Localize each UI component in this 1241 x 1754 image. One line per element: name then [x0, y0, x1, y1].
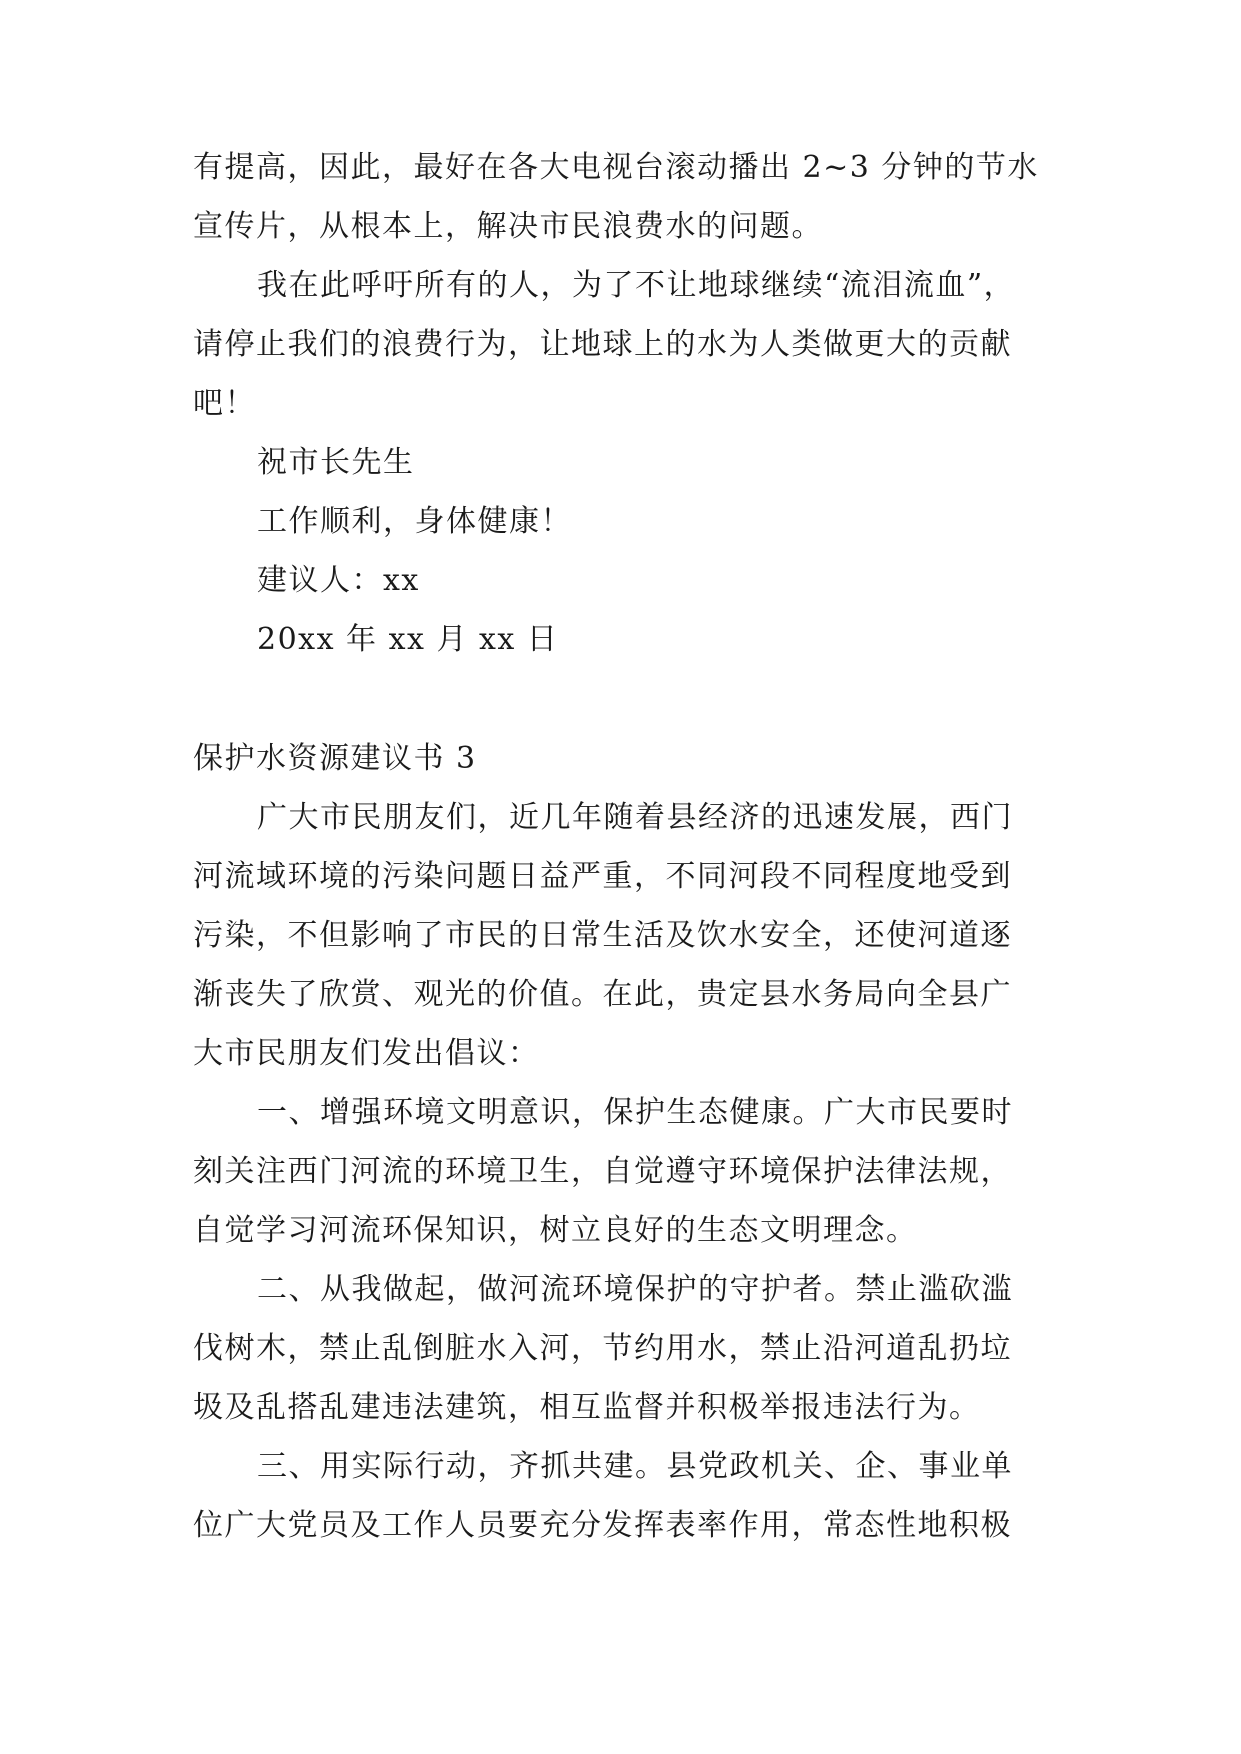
body-text-line: 自觉学习河流环保知识，树立良好的生态文明理念。 — [193, 1213, 918, 1248]
closing-wishes: 工作顺利，身体健康！ — [257, 504, 572, 539]
body-text-line: 圾及乱搭乱建违法建筑，相互监督并积极举报违法行为。 — [193, 1390, 981, 1425]
body-text-line: 污染，不但影响了市民的日常生活及饮水安全，还使河道逐 — [193, 918, 1012, 953]
paragraph-first-line: 二、从我做起，做河流环境保护的守护者。禁止滥砍滥 — [257, 1272, 1013, 1307]
paragraph-first-line: 三、用实际行动，齐抓共建。县党政机关、企、事业单 — [257, 1449, 1013, 1484]
section-title: 保护水资源建议书 3 — [193, 741, 477, 776]
body-text-line: 渐丧失了欣赏、观光的价值。在此，贵定县水务局向全县广 — [193, 977, 1012, 1012]
paragraph-first-line: 我在此呼吁所有的人，为了不让地球继续“流泪流血”， — [257, 268, 1016, 303]
paragraph-first-line: 广大市民朋友们，近几年随着县经济的迅速发展，西门 — [257, 800, 1013, 835]
body-text-line: 刻关注西门河流的环境卫生，自觉遵守环境保护法律法规， — [193, 1154, 1012, 1189]
body-text-line: 伐树木，禁止乱倒脏水入河，节约用水，禁止沿河道乱扔垃 — [193, 1331, 1012, 1366]
date-line: 20xx 年 xx 月 xx 日 — [257, 622, 559, 657]
signature-line: 建议人：xx — [257, 563, 420, 598]
body-text-line: 请停止我们的浪费行为，让地球上的水为人类做更大的贡献 — [193, 327, 1012, 362]
closing-greeting: 祝市长先生 — [257, 445, 415, 480]
body-text-line: 位广大党员及工作人员要充分发挥表率作用，常态性地积极 — [193, 1508, 1012, 1543]
body-text-line: 有提高，因此，最好在各大电视台滚动播出 2~3 分钟的节水 — [193, 150, 1039, 185]
body-text-line: 大市民朋友们发出倡议： — [193, 1036, 540, 1071]
paragraph-first-line: 一、增强环境文明意识，保护生态健康。广大市民要时 — [257, 1095, 1013, 1130]
body-text-line: 河流域环境的污染问题日益严重，不同河段不同程度地受到 — [193, 859, 1012, 894]
body-text-line: 吧！ — [193, 386, 256, 421]
body-text-line: 宣传片，从根本上，解决市民浪费水的问题。 — [193, 209, 823, 244]
